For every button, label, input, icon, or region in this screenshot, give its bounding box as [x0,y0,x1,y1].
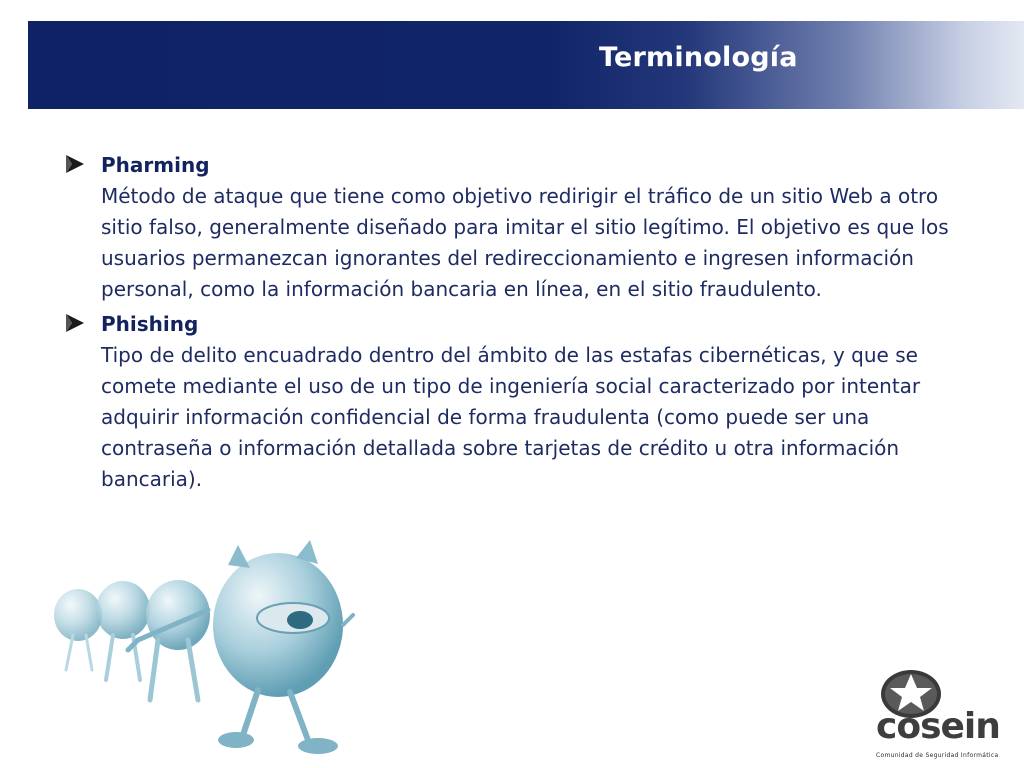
arrow-bullet-icon [64,312,86,334]
header-bar [28,21,1024,109]
term-description: Tipo de delito encuadrado dentro del ámbito de las estafas cibernéticas, y que se comete mediante el uso de un tipo de ingeniería social caracterizado por intentar adquirir información confidencial de forma fraudulenta (como puede ser una contraseña o información detallada sobre tarjetas de crédito u otra información bancaria). [101,343,921,491]
term-name: Pharming [101,153,210,177]
virus-mascots-illustration [28,540,358,765]
arrow-bullet-icon [64,153,86,175]
term-item-pharming [64,150,964,305]
terms-list [64,150,964,499]
term-item-phishing [64,309,964,495]
logo-subtitle: Comunidad de Seguridad Informática [876,752,999,759]
slide-title: Terminología [599,42,798,73]
logo-wordmark: cosein [876,706,1000,747]
term-description: Método de ataque que tiene como objetivo redirigir el tráfico de un sitio Web a otro sitio falso, generalmente diseñado para imitar el sitio legítimo. El objetivo es que los usuarios permanezcan ignorantes del redireccionamiento e ingresen información personal, como la información bancaria en línea, en el sitio fraudulento. [101,184,949,301]
term-name: Phishing [101,312,199,336]
